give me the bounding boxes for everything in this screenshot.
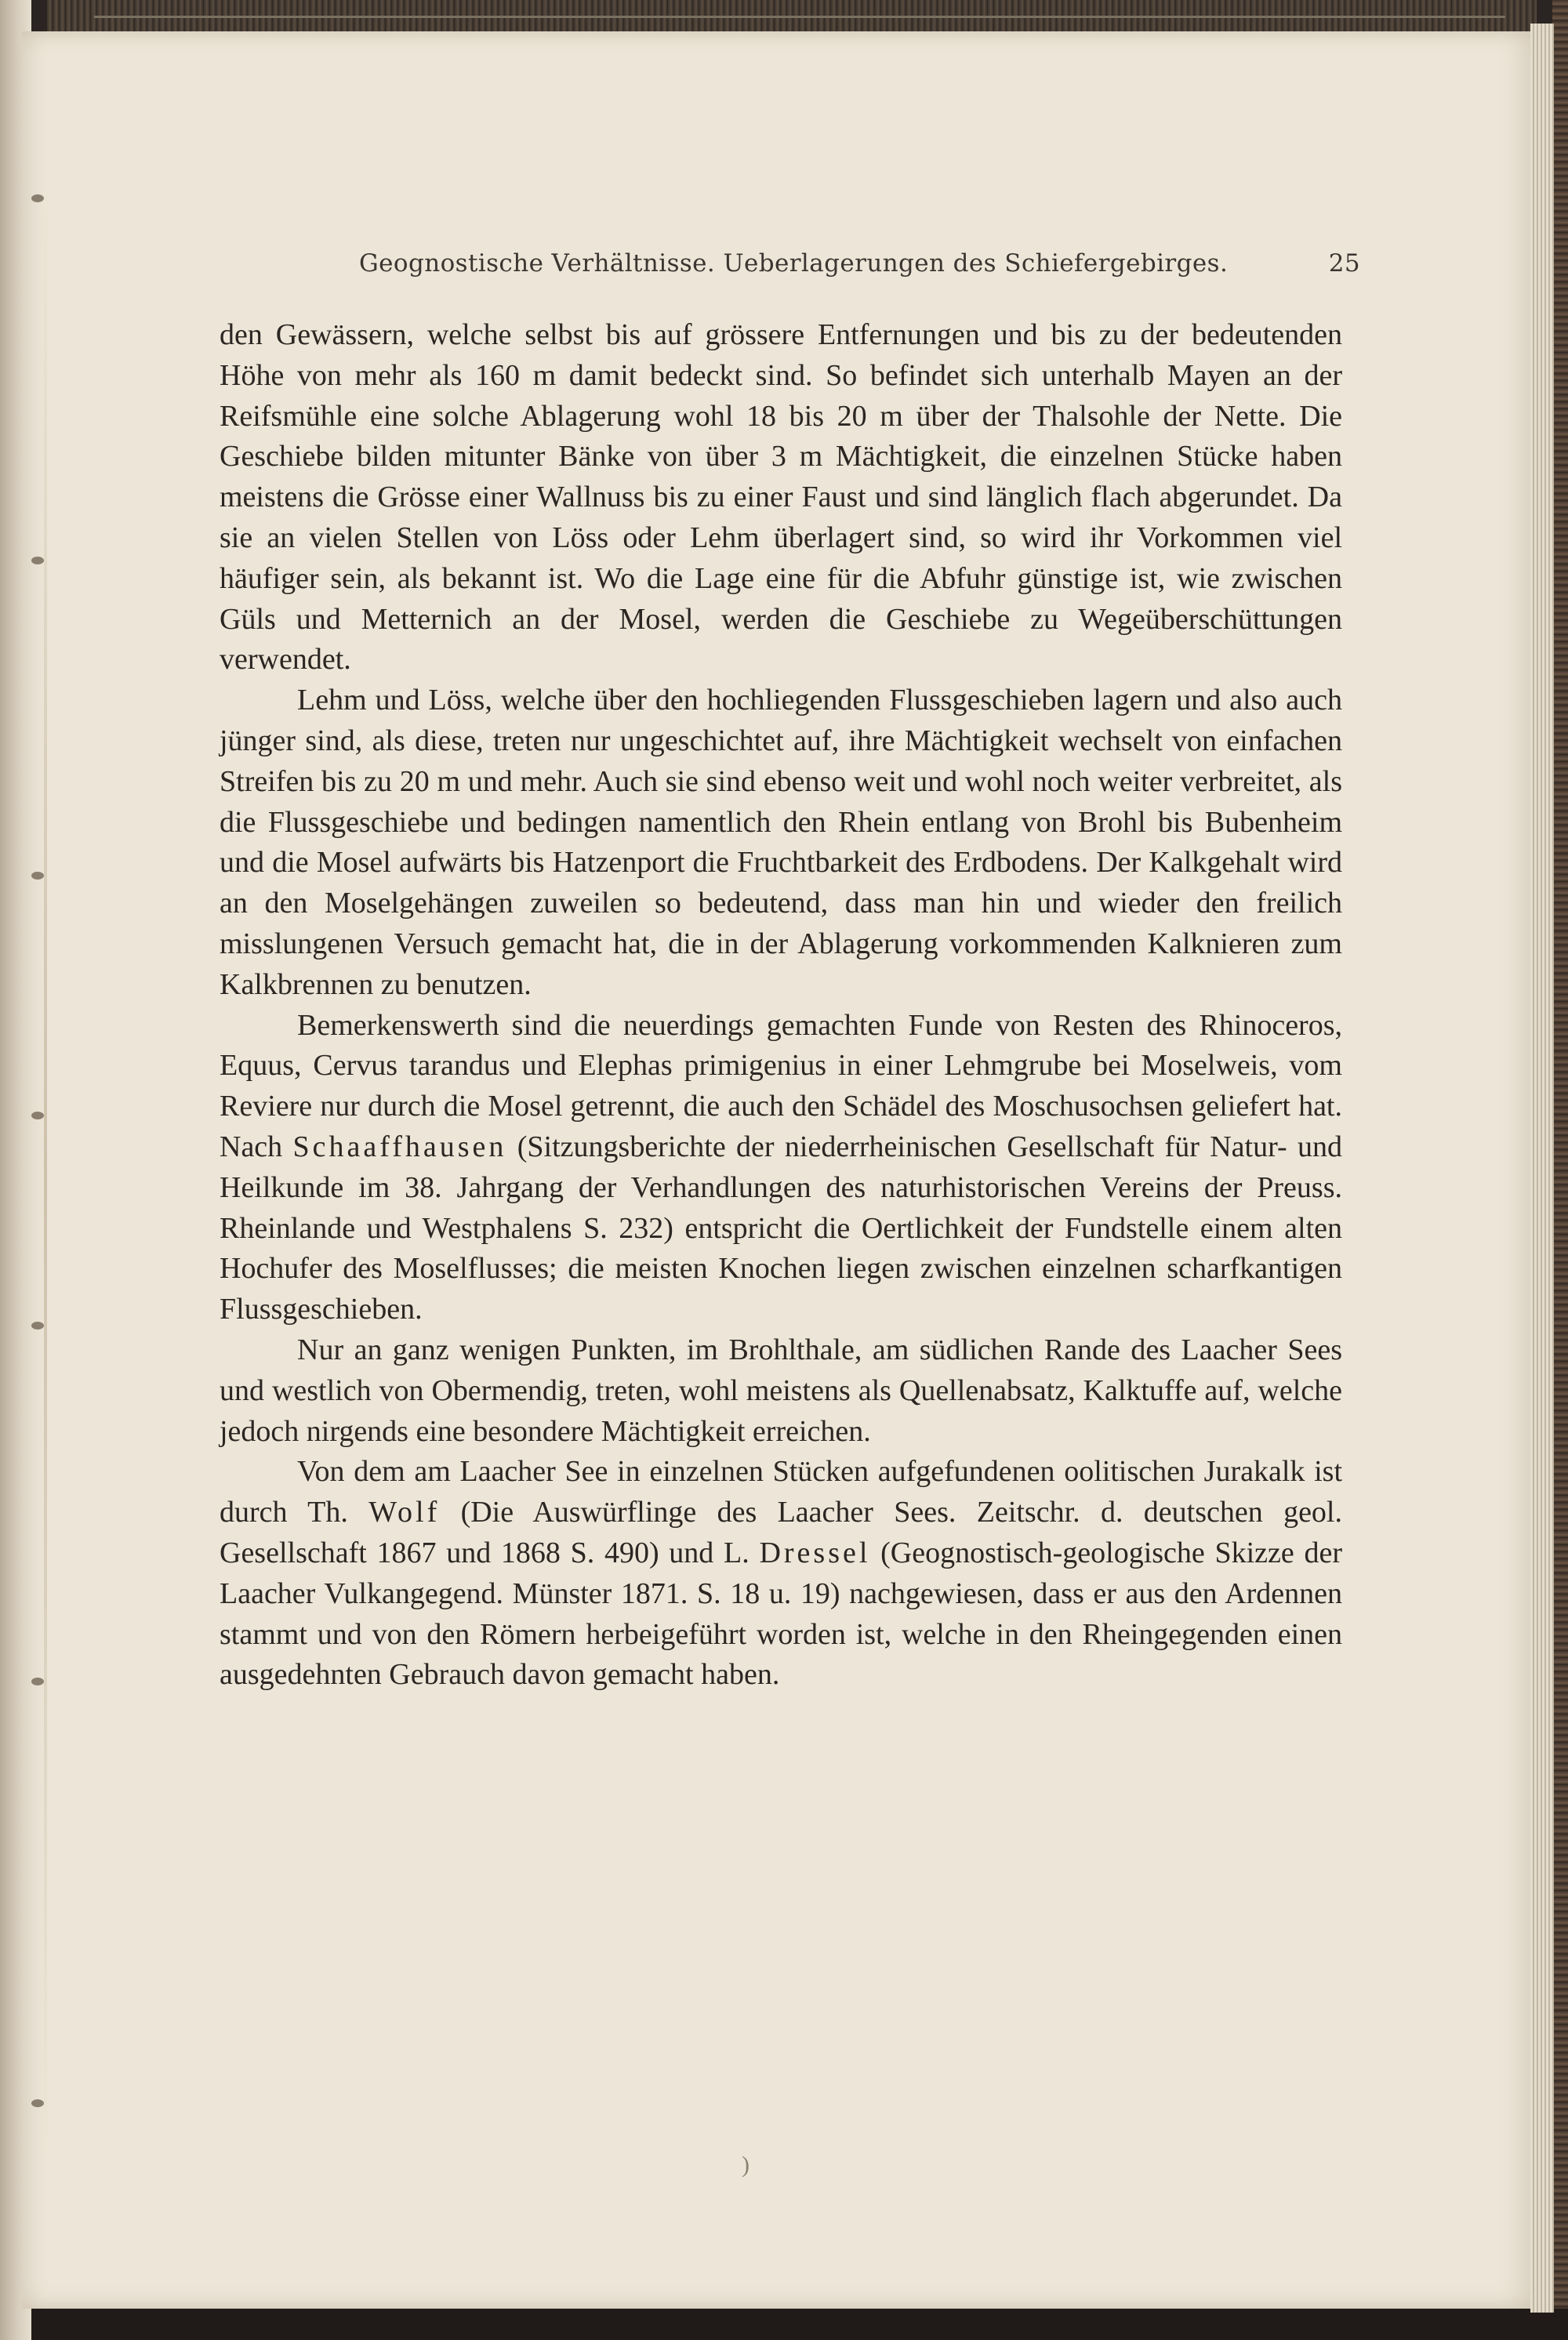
running-head-title: Geognostische Verhältnisse. Ueberlagerungen des Schiefergebirges. [359, 249, 1229, 278]
binding-thread-mark [31, 557, 44, 564]
paragraph-text: (Geognostisch-geologische Skizze der Laacher Vulkangegend. Münster 1871. S. 18 u. 19) nachgewiesen, dass er aus den Ardennen stammt und von den Römern herbeigeführt worden ist, welche in den Rheingegenden einen ausgedehnten Gebrauch davon gemacht haben. [220, 1536, 1342, 1692]
author-name-spaced: Dressel [759, 1536, 871, 1569]
paragraph: Nur an ganz wenigen Punkten, im Brohlthale, am südlichen Rande des Laacher Sees und westlich von Obermendig, treten, wohl meistens als Quellenabsatz, Kalktuffe auf, welche jedoch nirgends eine besondere Mächtigkeit erreichen. [220, 1333, 1342, 1448]
book-bottom-edge [0, 2309, 1568, 2340]
binding-thread-mark [31, 1678, 44, 1685]
paragraph: den Gewässern, welche selbst bis auf grössere Entfernungen und bis zu der bedeutenden Höhe von mehr als 160 m damit bedeckt sind. So befindet sich unterhalb Mayen an der Reifsmühle eine solche Ablagerung wohl 18 bis 20 m über der Thalsohle der Nette. Die Geschiebe bilden mitunter Bänke von über 3 m Mächtigkeit, die einzelnen Stücke haben meistens die Grösse einer Wallnuss bis zu einer Faust und sind länglich flach abgerundet. Da sie an vielen Stellen von Löss oder Lehm überlagert sind, so wird ihr Vorkommen viel häufiger sein, als bekannt ist. Wo die Lage eine für die Abfuhr günstige ist, wie zwischen Güls und Metternich an der Mosel, werden die Geschiebe zu Wegeüberschüttungen verwendet. [220, 318, 1342, 677]
paragraph: Lehm und Löss, welche über den hochliegenden Flussgeschieben lagern und also auch jünger sind, als diese, treten nur ungeschichtet auf, ihre Mächtigkeit wechselt von einfachen Streifen bis zu 20 m und mehr. Auch sie sind ebenso weit und wohl noch weiter verbreitet, als die Flussgeschiebe und bedingen namentlich den Rhein entlang von Brohl bis Bubenheim und die Mosel aufwärts bis Hatzenport die Fruchtbarkeit des Erdbodens. Der Kalkgehalt wird an den Moselgehängen zuweilen so bedeutend, dass man hin und wieder den freilich misslungenen Versuch gemacht hat, die in der Ablagerung vorkommenden Kalknieren zum Kalkbrennen zu benutzen. [220, 684, 1342, 1001]
paragraph-text: Bemerkenswerth sind die neuerdings gemachten Funde von Resten des Rhinoceros, Equus, Cervus tarandus und Elephas primigenius in einer Lehmgrube bei Moselweis, vom Reviere nur durch die Mosel getrennt, die auch den Schädel des Moschusochsen geliefert hat. Nach [220, 1008, 1342, 1163]
margin-shadow [44, 196, 47, 2156]
paragraph-text: (Die Auswürflinge des Laacher Sees. Zeitschr. d. deutschen geol. Gesellschaft 1867 und 1868 S. 490) und L. [220, 1496, 1342, 1569]
author-name-spaced: Schaaffhausen [292, 1130, 507, 1163]
stray-mark: ) [742, 2152, 750, 2178]
top-rule [94, 16, 1505, 18]
binding-thread-mark [31, 2099, 44, 2107]
binding-thread-mark [31, 1322, 44, 1330]
binding-thread-mark [31, 194, 44, 202]
binding-thread-mark [31, 872, 44, 880]
paragraph-text: (Sitzungsberichte der niederrheinischen Gesellschaft für Natur- und Heilkunde im 38. Jahrgang der Verhandlungen des naturhistorischen Vereins der Preuss. Rheinlande und Westphalens S. 232) entspricht die Oertlichkeit der Fundstelle einem alten Hochufer des Moselflusses; die meisten Knochen liegen zwischen einzelnen scharfkantigen Flussgeschieben. [220, 1130, 1342, 1326]
body-text [220, 315, 1342, 1696]
book-right-edge [1552, 0, 1568, 2340]
paragraph [220, 1006, 1342, 1330]
author-name-spaced: Wolf [368, 1496, 441, 1529]
paragraph-text: Von dem am Laacher See in einzelnen Stücken aufgefundenen oolitischen Jurakalk ist durch Th. [220, 1455, 1342, 1529]
binding-thread-mark [31, 1112, 44, 1119]
paragraph [220, 1452, 1342, 1696]
page-number: 25 [1328, 249, 1360, 278]
running-head [359, 249, 1360, 281]
page-stack-edge [1530, 24, 1554, 2313]
